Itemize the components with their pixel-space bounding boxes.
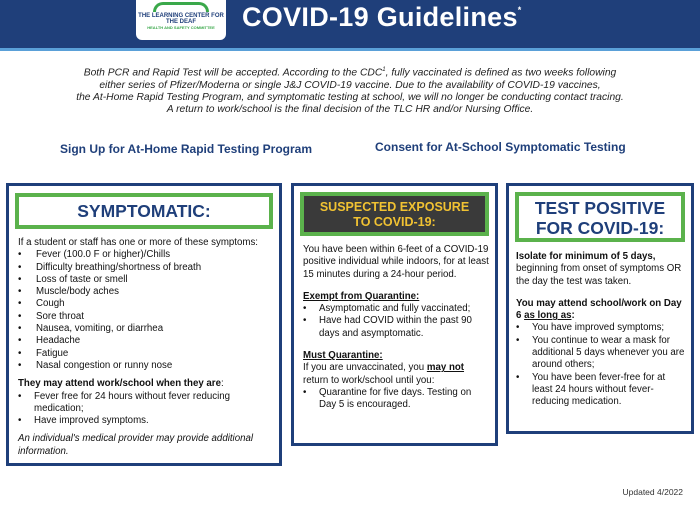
positive-heading-line-2: FOR COVID-19: <box>535 218 665 238</box>
symptomatic-testing-consent-link[interactable]: Consent for At-School Symptomatic Testing <box>375 140 626 154</box>
as-long-as-emphasis: as long as <box>524 310 572 322</box>
medical-provider-note: An individual's medical provider may provide additional information. <box>18 433 254 457</box>
positive-body <box>509 242 691 409</box>
must-quarantine-label: Must Quarantine: <box>303 350 383 362</box>
return-criteria-label: They may attend work/school when they are: <box>18 378 224 390</box>
symptomatic-card <box>6 183 282 466</box>
return-criteria-item: • Fever free for 24 hours without fever reducing medication; <box>18 391 273 416</box>
return-criteria-label-text: They may attend work/school when they are <box>18 378 221 390</box>
isolation-rule-bold: Isolate for minimum of 5 days, <box>516 251 656 262</box>
exposure-heading-line-2: TO COVID-19: <box>353 215 436 229</box>
tlc-logo <box>136 0 226 40</box>
return-criteria-list <box>18 391 273 428</box>
symptom-list <box>18 249 273 372</box>
symptom-item: • Nasal congestion or runny nose <box>18 360 273 372</box>
symptom-item: • Nausea, vomiting, or diarrhea <box>18 323 273 335</box>
intro-line-2: either series of Pfizer/Moderna or single J&J COVID-19 vaccine. Due to the availability of COVID-19 vaccines, <box>99 79 601 91</box>
cdc-footnote-mark: 1 <box>382 67 386 73</box>
positive-heading-line-1: TEST POSITIVE <box>534 198 666 218</box>
logo-subtitle: HEALTH AND SAFETY COMMITTEE <box>147 25 215 30</box>
may-not-emphasis: may not <box>426 362 465 374</box>
logo-arc-icon <box>153 2 209 12</box>
must-quarantine-text-a: If you are unvaccinated, you <box>303 362 427 374</box>
exposure-definition: You have been within 6-feet of a COVID-19 positive individual while indoors, for at least 15 minutes during a 24-hour period. <box>303 244 489 280</box>
symptom-item: • Headache <box>18 335 273 347</box>
must-quarantine-text-c: return to work/school until you: <box>303 374 435 386</box>
header-accent-line <box>0 48 700 51</box>
symptomatic-heading: SYMPTOMATIC: <box>15 193 273 229</box>
positive-heading <box>515 192 685 242</box>
return-condition-item: • You have improved symptoms; <box>516 322 685 334</box>
updated-date: Updated 4/2022 <box>622 487 683 497</box>
exempt-item: • Asymptomatic and fully vaccinated; <box>303 303 489 315</box>
positive-card <box>506 183 694 434</box>
intro-line-1 <box>30 64 670 80</box>
page-title-text: COVID-19 Guidelines <box>242 2 518 32</box>
isolation-rule <box>516 251 685 288</box>
intro-line-1-tail: , fully vaccinated is defined as two weeks following <box>385 67 617 79</box>
return-condition-item: • You continue to wear a mask for additional 5 days whenever you are around others; <box>516 335 685 372</box>
logo-name: THE LEARNING CENTER FOR THE DEAF <box>138 13 224 25</box>
symptom-item: • Fever (100.0 F or higher)/Chills <box>18 249 273 261</box>
attend-rule-a: You may attend school/work on Day 6 <box>516 297 682 322</box>
quarantine-list <box>303 387 489 412</box>
symptom-item: • Muscle/body aches <box>18 286 273 298</box>
isolation-rule-rest: beginning from onset of symptoms OR the day the test was taken. <box>516 263 682 287</box>
exposure-body <box>294 236 495 412</box>
exposure-heading-line-1: SUSPECTED EXPOSURE <box>319 200 470 214</box>
return-criteria-item: • Have improved symptoms. <box>18 415 273 427</box>
intro-paragraph <box>30 64 670 117</box>
return-conditions-list <box>516 322 685 408</box>
intro-line-4: A return to work/school is the final decision of the TLC HR and/or Nursing Office. <box>166 104 534 116</box>
exempt-label: Exempt from Quarantine: <box>303 290 420 302</box>
symptom-item: • Loss of taste or smell <box>18 274 273 286</box>
attend-rule <box>516 298 685 323</box>
title-footnote-mark: * <box>517 5 522 15</box>
intro-line-1-text: Both PCR and Rapid Test will be accepted. According to the CDC <box>83 67 383 79</box>
exposure-heading <box>300 192 489 236</box>
page-title <box>242 2 522 33</box>
symptom-item: • Sore throat <box>18 311 273 323</box>
intro-line-3: the At-Home Rapid Testing Program, and symptomatic testing at school, we will no longer be conducting contact tracing. <box>76 92 624 104</box>
symptomatic-body <box>9 229 279 458</box>
symptom-item: • Fatigue <box>18 348 273 360</box>
symptomatic-intro: If a student or staff has one or more of these symptoms: <box>18 237 258 248</box>
return-condition-item: • You have been fever-free for at least 24 hours without fever-reducing medication. <box>516 372 685 409</box>
exposure-card <box>291 183 498 446</box>
exempt-list <box>303 303 489 340</box>
symptom-item: • Difficulty breathing/shortness of breath <box>18 262 273 274</box>
rapid-testing-signup-link[interactable]: Sign Up for At-Home Rapid Testing Program <box>60 142 313 156</box>
exempt-item: • Have had COVID within the past 90 days and asymptomatic. <box>303 315 489 340</box>
must-quarantine-text <box>303 362 489 387</box>
symptom-item: • Cough <box>18 298 273 310</box>
quarantine-item: • Quarantine for five days. Testing on Day 5 is encouraged. <box>303 387 489 412</box>
attend-rule-c: : <box>571 310 575 322</box>
